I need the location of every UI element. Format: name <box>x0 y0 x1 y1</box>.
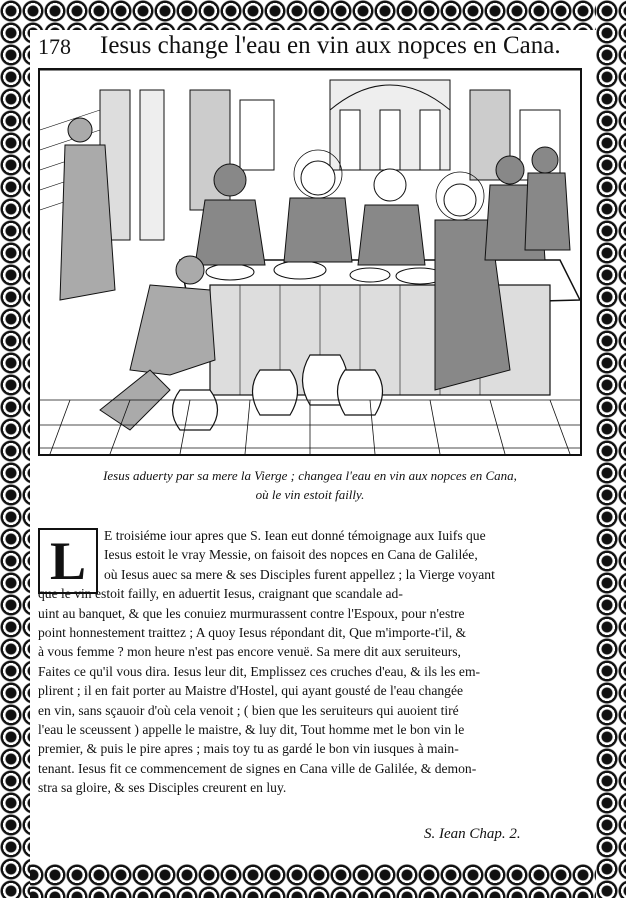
caption-line-1: Iesus aduerty par sa mere la Vierge ; changea l'eau en vin aux nopces en Cana, <box>103 468 517 483</box>
body-line: tenant. Iesus fit ce commencement de signes en Cana ville de Galilée, & demon- <box>38 760 477 776</box>
body-line: E troisiéme iour apres que S. Iean eut donné témoignage aux Iuifs que <box>104 528 486 543</box>
wedding-feast-engraving <box>40 70 580 454</box>
page-title: Iesus change l'eau en vin aux nopces en Cana. <box>100 32 561 59</box>
caption-line-2: où le vin estoit failly. <box>255 487 365 502</box>
initial-letter: L <box>49 531 87 591</box>
ornamental-border-top <box>0 0 626 30</box>
body-line: uint au banquet, & que les conuiez murmurassent contre l'Espoux, pour n'estre <box>38 605 465 621</box>
body-line: à vous femme ? mon heure n'est pas encore venuë. Sa mere dit aux seruiteurs, <box>38 644 461 660</box>
page-number: 178 <box>38 34 71 59</box>
body-line: où Iesus auec sa mere & ses Disciples furent appellez ; la Vierge voyant <box>104 566 495 582</box>
body-line: Iesus estoit le vray Messie, on faisoit des nopces en Cana de Galilée, <box>104 547 478 563</box>
body-line: point honnestement traittez ; A quoy Iesus répondant dit, Que m'importe-t'il, & <box>38 625 467 641</box>
woodcut-illustration <box>38 68 582 456</box>
body-line: que le vin estoit failly, en aduertit Iesus, craignant que scandale ad- <box>38 586 403 602</box>
body-line: stra sa gloire, & ses Disciples creurent en luy. <box>38 780 287 796</box>
body-line: l'eau le sceussent ) appelle le maistre, & luy dit, Tout homme met le bon vin le <box>38 722 465 738</box>
illustration-caption <box>40 466 580 504</box>
body-line: en vin, sans sçauoir d'où cela venoit ; ( bien que les seruiteurs qui auoient tiré <box>38 702 459 718</box>
body-text <box>38 526 586 798</box>
body-line: premier, & puis le pire apres ; mais toy tu as gardé le bon vin iusques à main- <box>38 741 459 757</box>
scripture-reference: S. Iean Chap. 2. <box>424 826 521 842</box>
body-line: Faites ce qu'il vous dira. Iesus leur dit, Emplissez ces cruches d'eau, & ils les em- <box>38 663 481 679</box>
ornamental-border-bottom <box>0 864 626 898</box>
body-line: plirent ; il en fait porter au Maistre d'Hostel, qui ayant gousté de l'eau changée <box>38 683 464 699</box>
ornamental-border-left <box>0 0 30 898</box>
ornamental-border-right <box>596 0 626 898</box>
